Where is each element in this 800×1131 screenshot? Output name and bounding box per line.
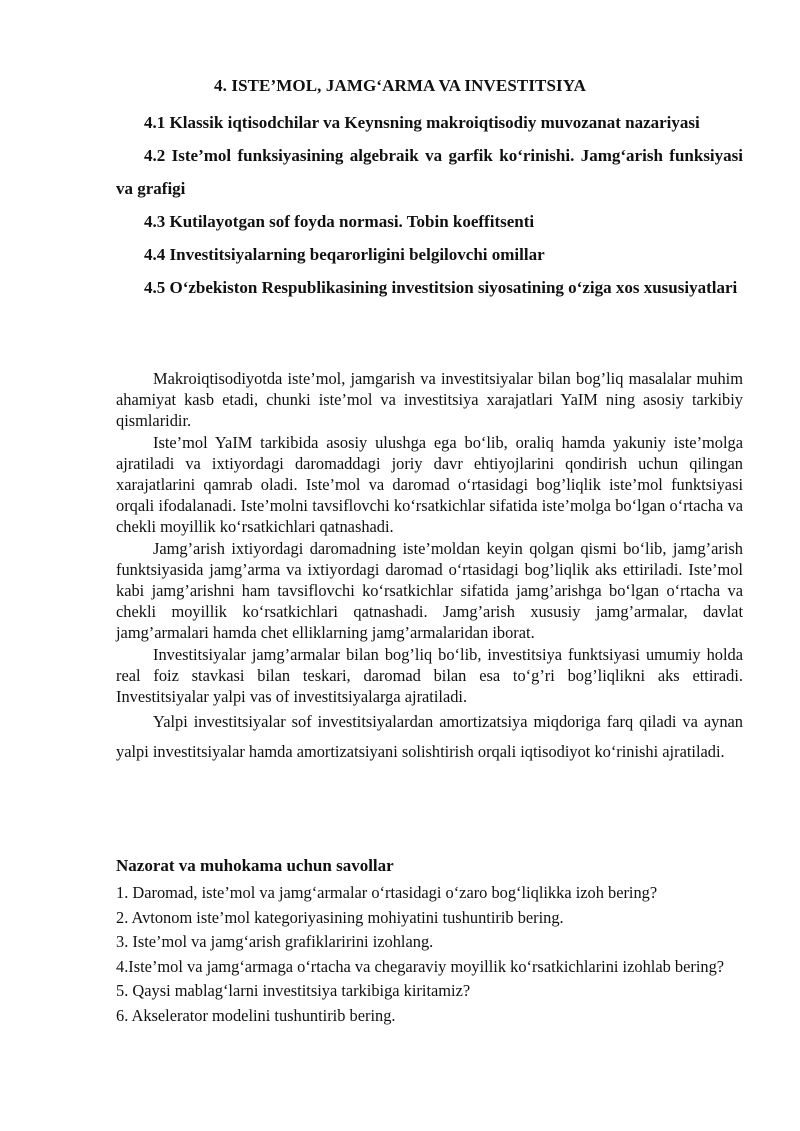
question-item: 2. Avtonom iste’mol kategoriyasining mohiyatini tushuntirib bering. bbox=[116, 907, 564, 927]
paragraph-gross-investment: Yalpi investitsiyalar sof investitsiyalardan amortizatsiya miqdoriga farq qiladi va aynan yalpi investitsiyalar hamda amortizatsiyani solishtirish orqali iqtisodiyot ko‘rinishi ajratiladi. bbox=[116, 712, 743, 762]
outline-item-4-5: 4.5 O‘zbekiston Respublikasining investitsion siyosatining o‘ziga xos xususiyatlari bbox=[144, 278, 738, 297]
section-outline bbox=[116, 106, 743, 304]
body-text bbox=[116, 368, 743, 767]
paragraph-investment: Investitsiyalar jamg’armalar bilan bog’liq bo‘lib, investitsiya funktsiyasi umumiy holda real foiz stavkasi bilan teskari, daromad bilan esa to‘g’ri bog’liqlikni aks ettiradi. Investitsiyalar yalpi vas of investitsiyalarga ajratiladi. bbox=[116, 644, 743, 707]
review-questions bbox=[116, 853, 756, 1029]
outline-item-4-3: 4.3 Kutilayotgan sof foyda normasi. Tobin koeffitsenti bbox=[144, 212, 535, 231]
paragraph-saving: Jamg’arish ixtiyordagi daromadning iste’moldan keyin qolgan qismi bo‘lib, jamg’arish funktsiyasida jamg’arma va ixtiyordagi daromad o‘rtasidagi bog’liqlik aks ettiriladi. Iste’mol kabi jamg’arishni ham tavsiflovchi ko‘rsatkichlar sifatida jamg’arishga bo‘lgan o‘rtacha va chekli moyillik ko‘rsatkichlari qatnashadi. Jamg’arish xususiy jamg’armalar, davlat jamg’armalari hamda chet elliklarning jamg’armalaridan iborat. bbox=[116, 538, 743, 643]
outline-item-4-2: 4.2 Iste’mol funksiyasining algebraik va garfik ko‘rinishi. Jamg‘arish funksiyasi va grafigi bbox=[116, 146, 743, 198]
question-item: 1. Daromad, iste’mol va jamg‘armalar o‘rtasidagi o‘zaro bog‘liqlikka izoh bering? bbox=[116, 883, 658, 902]
outline-item-4-1: 4.1 Klassik iqtisodchilar va Keynsning makroiqtisodiy muvozanat nazariyasi bbox=[144, 113, 700, 132]
question-item: 3. Iste’mol va jamg‘arish grafiklaririni izohlang. bbox=[116, 932, 434, 952]
question-item: 5. Qaysi mablag‘larni investitsiya tarkibiga kiritamiz? bbox=[116, 981, 471, 1001]
question-item: 4.Iste’mol va jamg‘armaga o‘rtacha va chegaraviy moyillik ko‘rsatkichlarini izohlab bering? bbox=[116, 956, 725, 976]
chapter-title: 4. ISTE’MOL, JAMG‘ARMA VA INVESTITSIYA bbox=[214, 76, 586, 95]
question-item: 6. Akselerator modelini tushuntirib bering. bbox=[116, 1005, 396, 1025]
paragraph-consumption: Iste’mol YaIM tarkibida asosiy ulushga ega bo‘lib, oraliq hamda yakuniy iste’molga ajratiladi va ixtiyordagi daromaddagi joriy davr ehtiyojlarini qondirish uchun qilingan xarajatlarini qamrab oladi. Iste’mol va daromad o‘rtasidagi bog’liqlik iste’mol funktsiyasi orqali ifodalanadi. Iste’molni tavsiflovchi ko‘rsatkichlar sifatida iste’molga bo‘lgan o‘rtacha va chekli moyillik ko‘rsatkichlari qatnashadi. bbox=[116, 432, 743, 537]
outline-item-4-4: 4.4 Investitsiyalarning beqarorligini belgilovchi omillar bbox=[144, 245, 545, 264]
questions-heading: Nazorat va muhokama uchun savollar bbox=[116, 856, 394, 875]
paragraph-intro: Makroiqtisodiyotda iste’mol, jamgarish va investitsiyalar bilan bog’liq masalalar muhim ahamiyat kasb etadi, chunki iste’mol va investitsiya xarajatlari YaIM ning asosiy tarkibiy qismlaridir. bbox=[116, 369, 743, 431]
